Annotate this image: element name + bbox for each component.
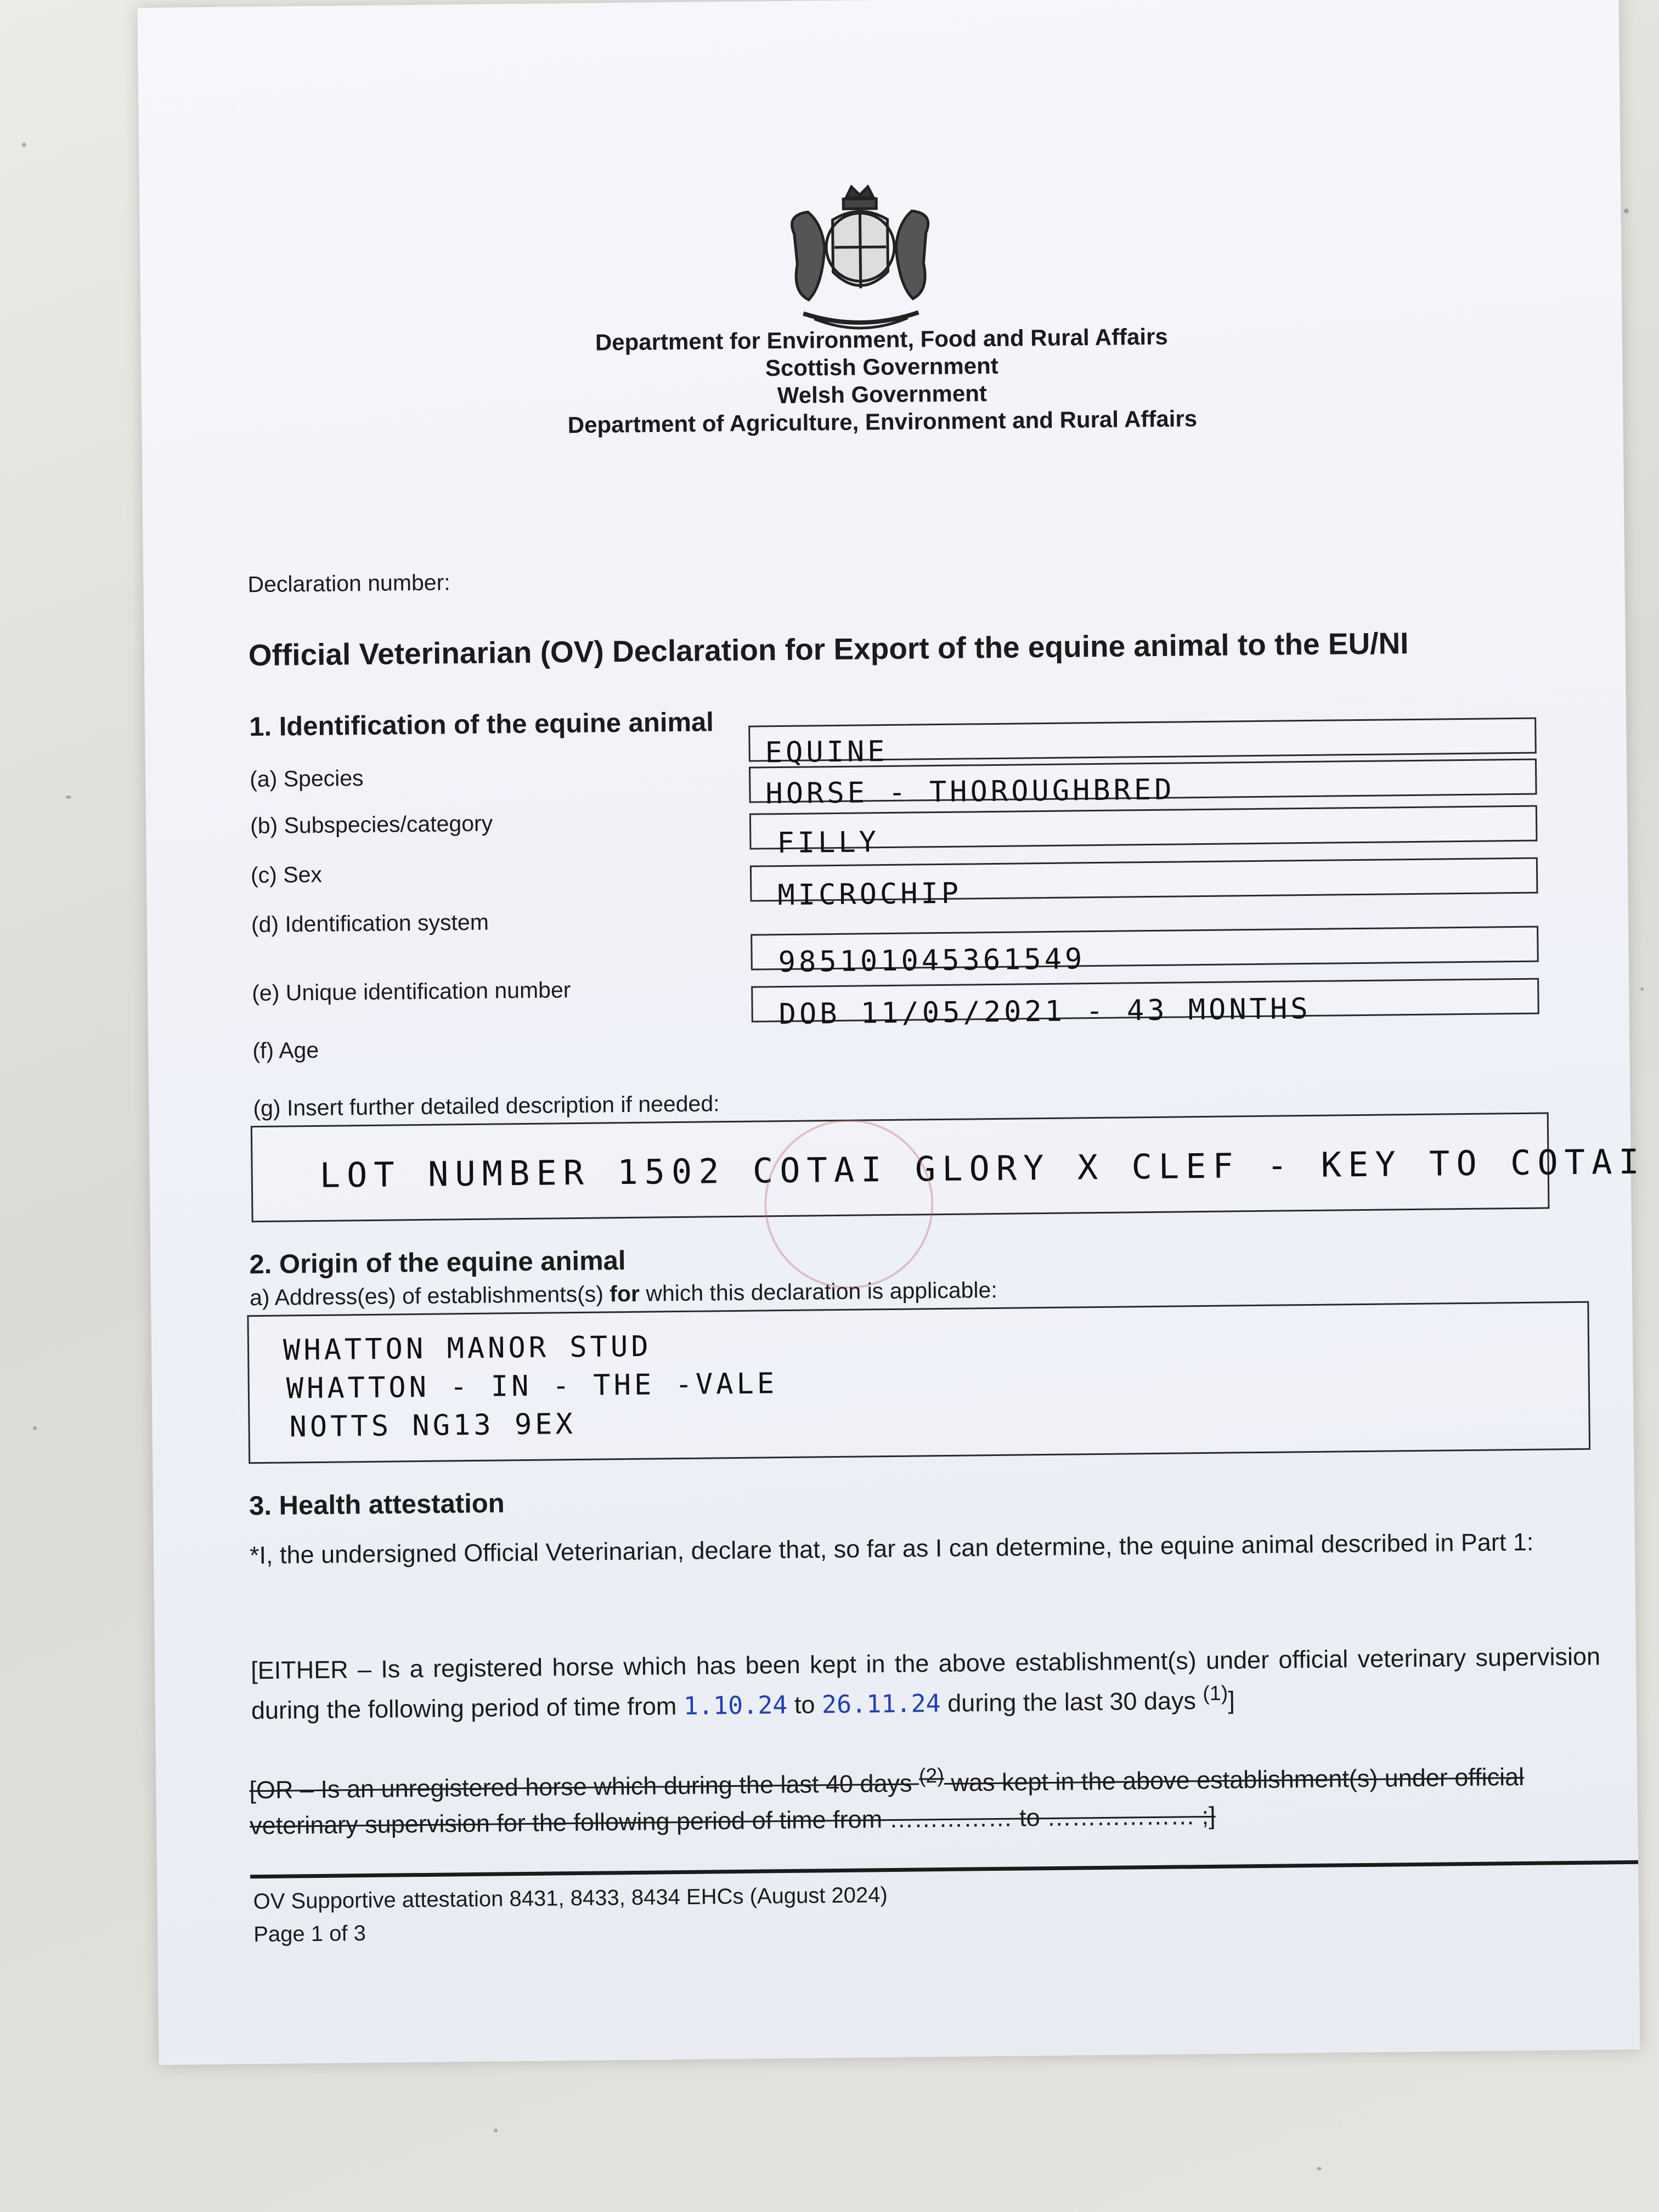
- either-clause: [251, 1638, 1601, 1728]
- subspecies-label: (b) Subspecies/category: [250, 810, 493, 839]
- footnote-2-ref: (2): [918, 1764, 944, 1787]
- footer-page-number: [253, 1917, 366, 1950]
- declaration-document: [137, 0, 1646, 2065]
- section-1-heading: 1. Identification of the equine animal: [249, 707, 714, 742]
- page-title: Official Veterinarian (OV) Declaration for Export of the equine animal to the EU/NI: [248, 626, 1409, 673]
- description-label: (g) Insert further detailed description if needed:: [253, 1091, 720, 1121]
- official-stamp: [764, 1119, 934, 1289]
- page-current: 1: [311, 1921, 324, 1946]
- background-speck: [494, 2129, 498, 2132]
- or-clause-struck: [249, 1753, 1610, 1843]
- header-defra: Department for Environment, Food and Rural Affairs: [595, 323, 1168, 356]
- sex-value: FILLY: [777, 826, 880, 860]
- address-label-post: which this declaration is applicable:: [639, 1277, 997, 1306]
- page-of: of: [323, 1921, 354, 1946]
- header-scottish-government: Scottish Government: [765, 352, 998, 381]
- sex-label: (c) Sex: [250, 861, 323, 888]
- address-line-2: WHATTON - IN - THE -VALE: [286, 1367, 778, 1406]
- species-value: EQUINE: [765, 735, 888, 770]
- background-speck: [33, 1426, 37, 1430]
- background-speck: [1624, 208, 1629, 213]
- description-value: LOT NUMBER 1502 COTAI GLORY X CLEF - KEY TO COTAI: [319, 1141, 1646, 1195]
- either-text-pre: [EITHER – Is a registered horse which has been kept in the above establishment(s) under official veterinary supervision during the following period of time from: [250, 1642, 1601, 1725]
- or-text-pre: [OR – Is an unregistered horse which during the last 40 days: [249, 1769, 919, 1804]
- id-system-value: MICROCHIP: [777, 877, 962, 912]
- royal-coat-of-arms-icon: [769, 180, 952, 341]
- either-text-end: ]: [1228, 1686, 1235, 1714]
- address-line-3: NOTTS NG13 9EX: [289, 1408, 577, 1444]
- header-welsh-government: Welsh Government: [777, 380, 988, 409]
- declaration-number-label: Declaration number:: [247, 569, 450, 597]
- footer-attestation-ref: OV Supportive attestation 8431, 8433, 8434 EHCs (August 2024): [253, 1883, 888, 1914]
- uin-value: 985101045361549: [778, 943, 1086, 979]
- background-speck: [66, 795, 71, 799]
- either-text-mid: to: [787, 1690, 822, 1719]
- id-system-label: (d) Identification system: [251, 909, 489, 938]
- background-speck: [22, 143, 26, 147]
- address-line-1: WHATTON MANOR STUD: [283, 1330, 652, 1367]
- section-3-heading: 3. Health attestation: [249, 1488, 505, 1521]
- either-text-post: during the last 30 days: [940, 1686, 1203, 1718]
- or-text-post: was kept in the above establishment(s) under official veterinary supervision for the following period of time from …………… to ……………… ;]: [249, 1762, 1525, 1840]
- address-label: [250, 1277, 997, 1311]
- section-2-heading: 2. Origin of the equine animal: [249, 1246, 626, 1280]
- uin-label: (e) Unique identification number: [252, 977, 571, 1006]
- footnote-1-ref: (1): [1203, 1681, 1228, 1705]
- address-label-pre: a) Address(es) of establishments(s): [249, 1281, 610, 1311]
- to-date: 26.11.24: [821, 1689, 941, 1719]
- footer-divider: [250, 1860, 1638, 1878]
- age-label: (f) Age: [252, 1037, 319, 1064]
- page-prefix: Page: [253, 1922, 311, 1947]
- from-date: 1.10.24: [683, 1690, 788, 1721]
- age-value: DOB 11/05/2021 - 43 MONTHS: [778, 992, 1311, 1031]
- page-total: 3: [353, 1921, 366, 1946]
- subspecies-value: HORSE - THOROUGHBRED: [765, 773, 1175, 811]
- header-daera: Department of Agriculture, Environment and Rural Affairs: [567, 405, 1198, 438]
- health-attestation-intro: *I, the undersigned Official Veterinarian, declare that, so far as I can determine, the equine animal described in Part 1:: [249, 1527, 1534, 1570]
- species-label: (a) Species: [249, 765, 364, 792]
- address-label-bold: for: [610, 1280, 640, 1307]
- background-speck: [1317, 2167, 1322, 2170]
- background-speck: [1640, 988, 1644, 991]
